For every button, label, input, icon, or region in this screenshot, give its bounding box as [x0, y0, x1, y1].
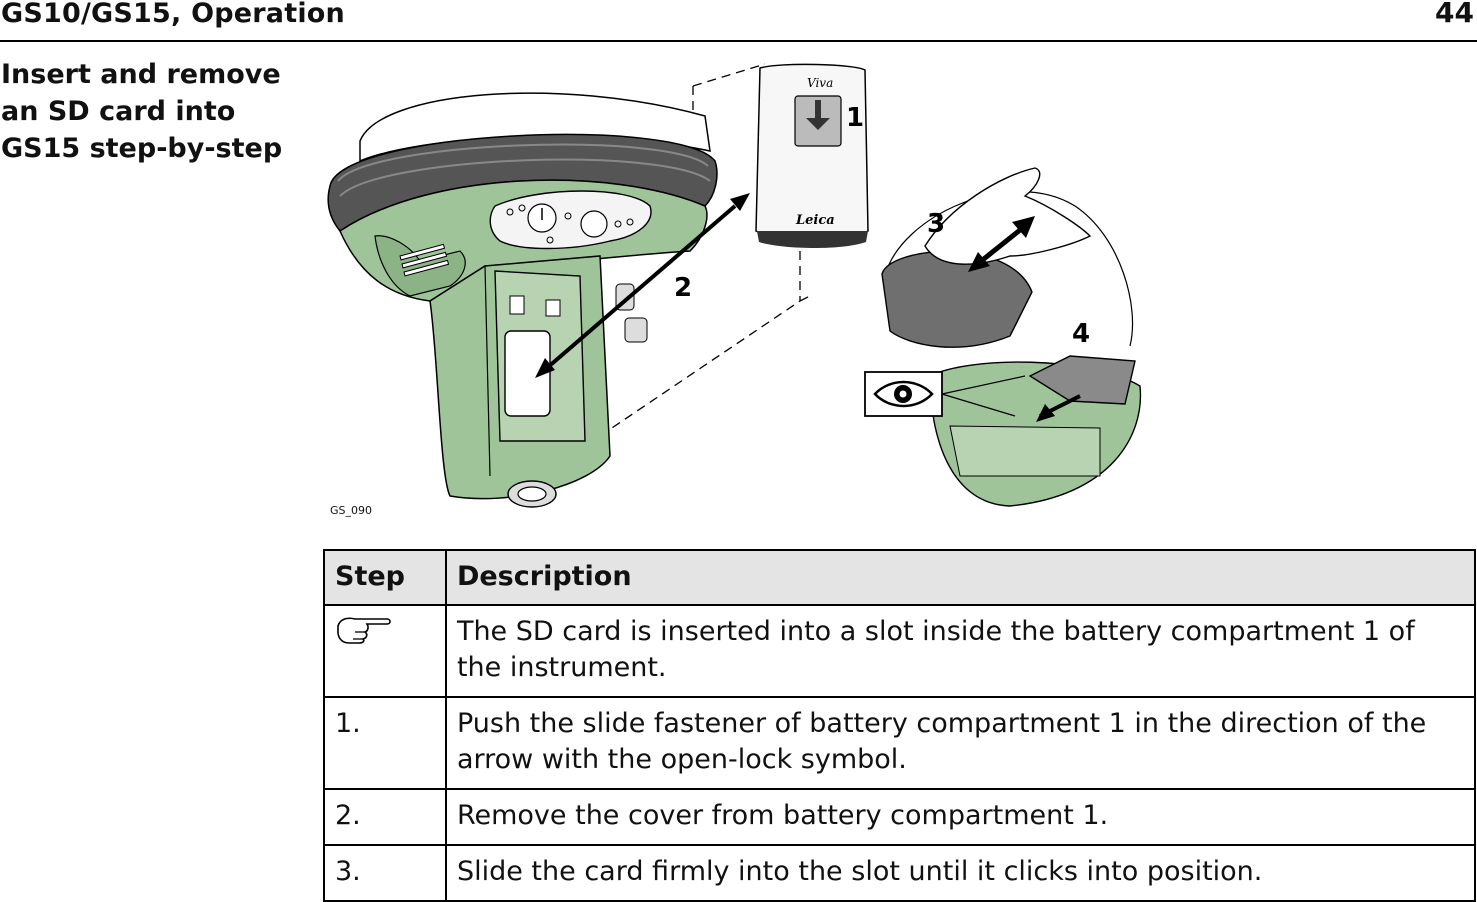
step-cell: 3. — [324, 845, 446, 901]
description-cell: Push the slide fastener of battery compartment 1 in the direction of the arrow with the open-lock symbol. — [446, 697, 1475, 789]
detail-view — [882, 168, 1140, 506]
callout-1: 1 — [846, 103, 865, 133]
section-title-line: Insert and remove — [1, 59, 281, 90]
table-row — [324, 845, 1475, 901]
description-cell: Remove the cover from battery compartment 1. — [446, 789, 1475, 845]
step-cell — [324, 605, 446, 697]
step-cell: 1. — [324, 697, 446, 789]
header-title: GS10/GS15, Operation — [1, 0, 345, 29]
section-title-line: GS15 step-by-step — [1, 133, 283, 164]
callout-2: 2 — [674, 273, 693, 303]
callout-4: 4 — [1072, 319, 1091, 349]
page-number: 44 — [1435, 0, 1474, 29]
section-title — [1, 56, 282, 167]
viva-brand-text: Viva — [807, 76, 834, 90]
description-cell: The SD card is inserted into a slot inside the battery compartment 1 of the instrument. — [446, 605, 1475, 697]
figure-id: GS_090 — [330, 504, 373, 517]
steps-table — [323, 549, 1476, 902]
table-row — [324, 789, 1475, 845]
description-cell: Slide the card firmly into the slot until it clicks into position. — [446, 845, 1475, 901]
column-header-description: Description — [446, 550, 1475, 605]
pointing-hand-icon — [335, 614, 391, 644]
sd-card-illustration — [310, 56, 1150, 526]
table-row — [324, 605, 1475, 697]
step-cell: 2. — [324, 789, 446, 845]
table-header-row — [324, 550, 1475, 605]
callout-3: 3 — [927, 209, 946, 239]
section-title-line: an SD card into — [1, 96, 236, 127]
column-header-step: Step — [324, 550, 446, 605]
leica-logo: Leica — [796, 213, 835, 228]
table-row — [324, 697, 1475, 789]
page-header — [0, 0, 1477, 42]
